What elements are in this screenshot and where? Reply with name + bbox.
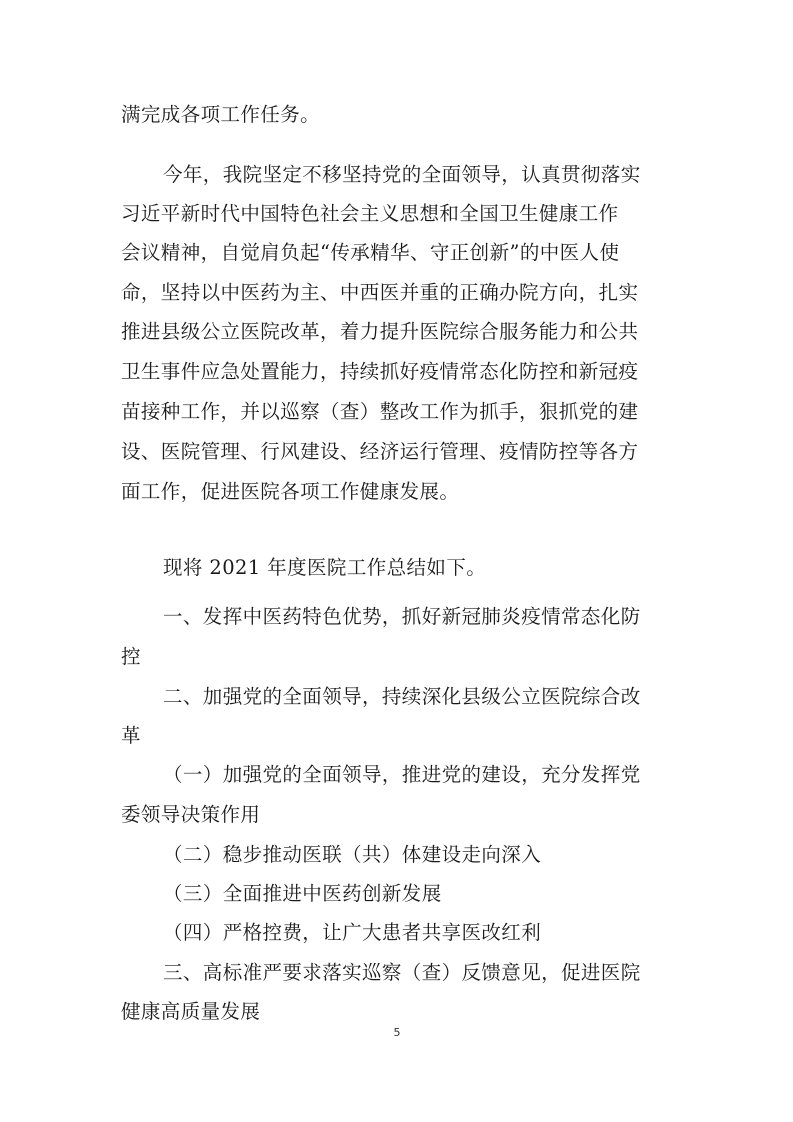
text-line: 会议精神，自觉肩负起“传承精华、守正创新”的中医人使	[121, 241, 620, 264]
text-line: 命，坚持以中医药为主、中西医并重的正确办院方向，扎实	[121, 281, 639, 304]
text-line: 推进县级公立医院改革，着力提升医院综合服务能力和公共	[121, 320, 639, 343]
section-heading-3-cont: 健康高质量发展	[121, 1000, 261, 1023]
section-heading-1-cont: 控	[121, 645, 141, 668]
text-line: 卫生事件应急处置能力，持续抓好疫情常态化防控和新冠疫	[121, 360, 639, 383]
section-heading-2: 二、加强党的全面领导，持续深化县级公立医院综合改	[163, 685, 641, 708]
subsection-heading-1-cont: 委领导决策作用	[121, 803, 261, 826]
text-line: 设、医院管理、行风建设、经济运行管理、疫情防控等各方	[121, 440, 639, 463]
paragraph-start-line: 今年，我院坚定不移坚持党的全面领导，认真贯彻落实	[163, 163, 641, 186]
text-line: 满完成各项工作任务。	[121, 103, 321, 126]
text-line: 苗接种工作，并以巡察（查）整改工作为抓手，狠抓党的建	[121, 400, 639, 423]
subsection-heading-1: （一）加强党的全面领导，推进党的建设，充分发挥党	[163, 763, 641, 786]
summary-intro-line: 现将 2021 年度医院工作总结如下。	[163, 556, 487, 579]
section-heading-2-cont: 革	[121, 724, 141, 747]
section-heading-1: 一、发挥中医药特色优势，抓好新冠肺炎疫情常态化防	[163, 605, 641, 628]
text-line: 习近平新时代中国特色社会主义思想和全国卫生健康工作	[121, 202, 619, 225]
subsection-heading-3: （三）全面推进中医药创新发展	[163, 882, 442, 905]
page-number: 5	[393, 1026, 401, 1039]
text-line: 面工作，促进医院各项工作健康发展。	[121, 480, 460, 503]
subsection-heading-4: （四）严格控费，让广大患者共享医改红利	[163, 921, 542, 944]
subsection-heading-2: （二）稳步推动医联（共）体建设走向深入	[163, 843, 542, 866]
section-heading-3: 三、高标准严要求落实巡察（查）反馈意见，促进医院	[163, 961, 641, 984]
